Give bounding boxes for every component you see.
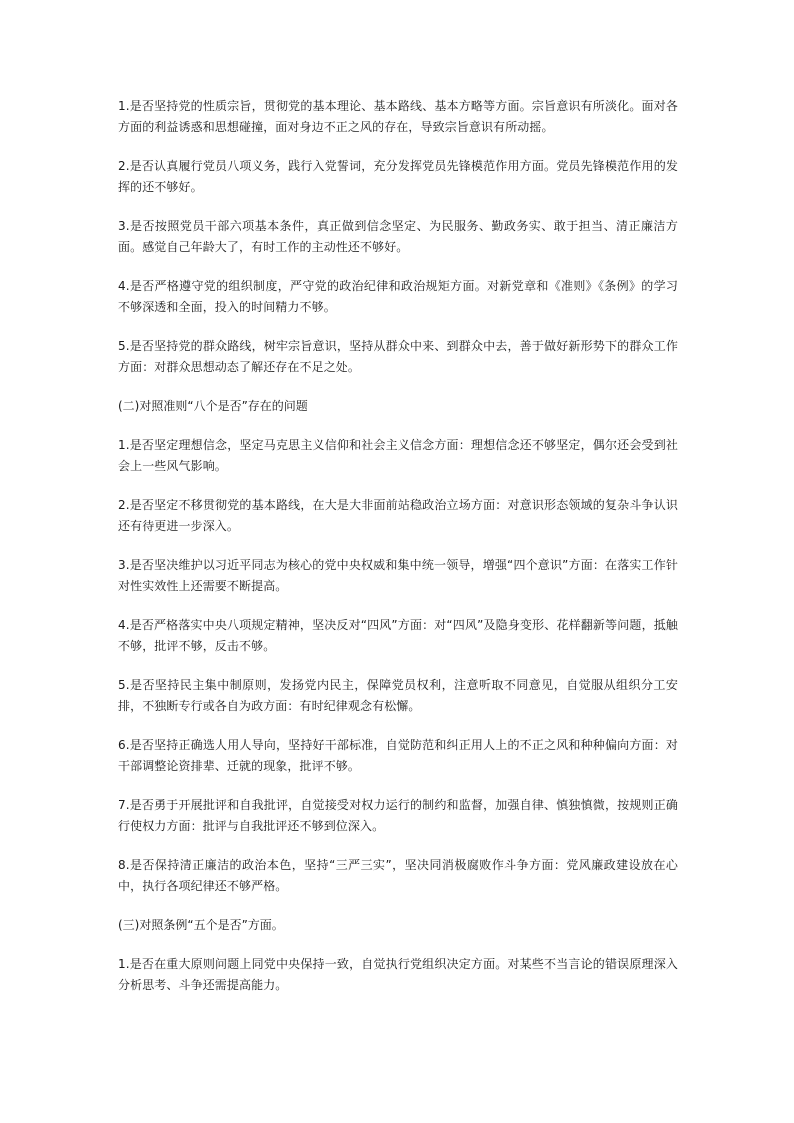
section-heading-2: (二)对照准则“八个是否”存在的问题 bbox=[118, 399, 308, 413]
paragraph-8: 3.是否坚决维护以习近平同志为核心的党中央权威和集中统一领导，增强“四个意识”方面：在落实工作针对性实效性上还需要不断提高。 bbox=[118, 558, 678, 593]
paragraph-12: 7.是否勇于开展批评和自我批评，自觉接受对权力运行的制约和监督，加强自律、慎独慎微，按规则正确行使权力方面：批评与自我批评还不够到位深入。 bbox=[118, 798, 678, 833]
paragraph-10: 5.是否坚持民主集中制原则，发扬党内民主，保障党员权利，注意听取不同意见，自觉服从组织分工安排，不独断专行或各自为政方面：有时纪律观念有松懈。 bbox=[118, 678, 678, 713]
paragraph-4: 4.是否严格遵守党的组织制度，严守党的政治纪律和政治规矩方面。对新党章和《准则》《条例》的学习不够深透和全面，投入的时间精力不够。 bbox=[118, 279, 678, 314]
paragraph-1: 1.是否坚持党的性质宗旨，贯彻党的基本理论、基本路线、基本方略等方面。宗旨意识有所淡化。面对各方面的利益诱惑和思想碰撞，面对身边不正之风的存在，导致宗旨意识有所动摇。 bbox=[118, 99, 678, 134]
paragraph-9: 4.是否严格落实中央八项规定精神，坚决反对“四风”方面：对“四风”及隐身变形、花样翻新等问题，抵触不够，批评不够，反击不够。 bbox=[118, 618, 678, 653]
document-page bbox=[118, 96, 678, 1014]
paragraph-7: 2.是否坚定不移贯彻党的基本路线，在大是大非面前站稳政治立场方面：对意识形态领域的复杂斗争认识还有待更进一步深入。 bbox=[118, 498, 678, 533]
section-heading-3: (三)对照条例“五个是否”方面。 bbox=[118, 918, 284, 932]
paragraph-14: 1.是否在重大原则问题上同党中央保持一致，自觉执行党组织决定方面。对某些不当言论的错误原理深入分析思考、斗争还需提高能力。 bbox=[118, 957, 678, 992]
paragraph-13: 8.是否保持清正廉洁的政治本色，坚持“三严三实”，坚决同消极腐败作斗争方面：党风廉政建设放在心中，执行各项纪律还不够严格。 bbox=[118, 858, 678, 893]
paragraph-3: 3.是否按照党员干部六项基本条件，真正做到信念坚定、为民服务、勤政务实、敢于担当、清正廉洁方面。感觉自己年龄大了，有时工作的主动性还不够好。 bbox=[118, 219, 678, 254]
paragraph-11: 6.是否坚持正确选人用人导向，坚持好干部标准，自觉防范和纠正用人上的不正之风和种种偏向方面：对干部调整论资排辈、迁就的现象，批评不够。 bbox=[118, 738, 678, 773]
paragraph-2: 2.是否认真履行党员八项义务，践行入党誓词，充分发挥党员先锋模范作用方面。党员先锋模范作用的发挥的还不够好。 bbox=[118, 159, 678, 194]
paragraph-6: 1.是否坚定理想信念，坚定马克思主义信仰和社会主义信念方面：理想信念还不够坚定，偶尔还会受到社会上一些风气影响。 bbox=[118, 438, 678, 473]
paragraph-5: 5.是否坚持党的群众路线，树牢宗旨意识，坚持从群众中来、到群众中去，善于做好新形势下的群众工作方面：对群众思想动态了解还存在不足之处。 bbox=[118, 339, 678, 374]
